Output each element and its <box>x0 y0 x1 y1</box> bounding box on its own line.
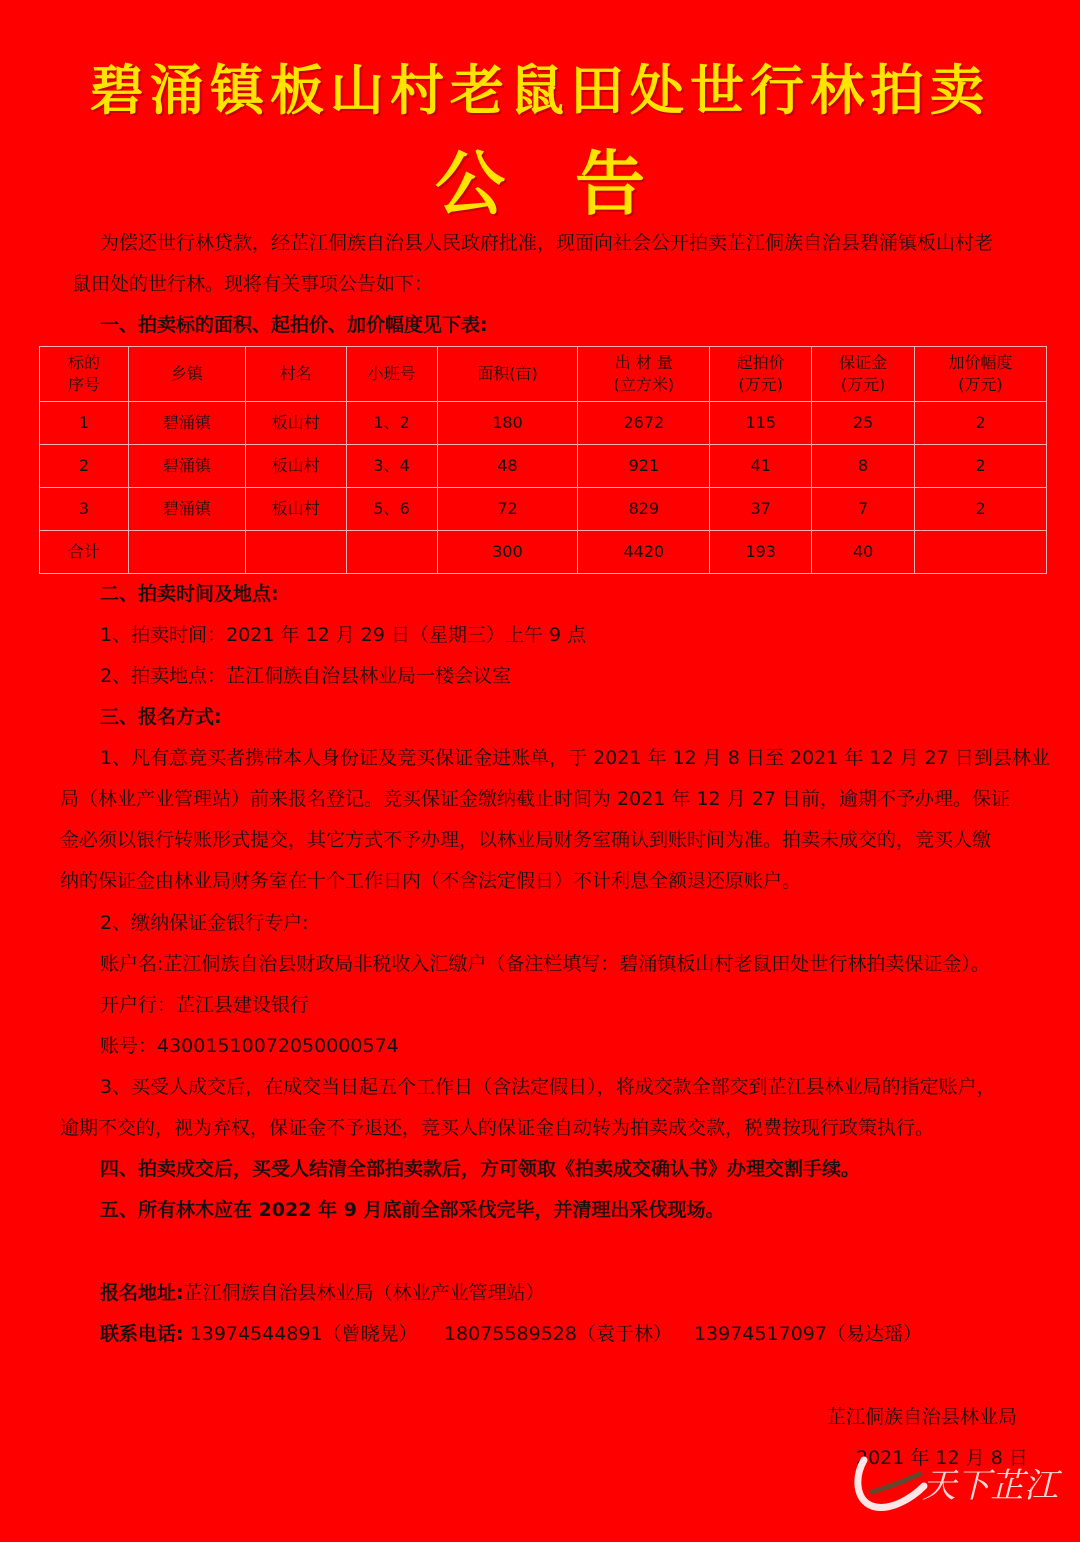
table-cell: 碧涌镇 <box>128 445 245 488</box>
signature-org: 芷江侗族自治县林业局 <box>827 1406 1018 1428</box>
account-number: 账号：43001510072050000574 <box>100 1035 399 1057</box>
auction-table <box>39 346 1047 574</box>
header-cell: 小班号 <box>346 347 437 402</box>
account-name: 账户名:芷江侗族自治县财政局非税收入汇缴户（备注栏填写：碧涌镇板山村老鼠田处世行林拍卖保证金）。 <box>100 953 990 975</box>
intro-line-1: 为偿还世行林贷款，经芷江侗族自治县人民政府批准，现面向社会公开拍卖芷江侗族自治县碧涌镇板山村老 <box>100 232 994 254</box>
table-cell: 2672 <box>578 402 710 445</box>
table-cell: 碧涌镇 <box>128 488 245 531</box>
section3-item3-line2: 逾期不交的，视为弃权，保证金不予退还，竞买人的保证金自动转为拍卖成交款，税费按现行政策执行。 <box>60 1117 935 1139</box>
table-cell: 板山村 <box>245 445 346 488</box>
header-cell: 保证金 (万元) <box>812 347 915 402</box>
table-cell: 2 <box>915 488 1047 531</box>
bank-name: 开户行：芷江县建设银行 <box>100 994 310 1016</box>
section3-item3-line1: 3、买受人成交后，在成交当日起五个工作日（含法定假日），将成交款全部交到芷江县林业局的指定账户， <box>100 1076 996 1098</box>
table-cell: 41 <box>710 445 812 488</box>
table-cell <box>915 531 1047 574</box>
table-cell: 300 <box>437 531 578 574</box>
table-cell <box>128 531 245 574</box>
header-cell: 乡镇 <box>128 347 245 402</box>
table-cell: 8 <box>812 445 915 488</box>
table-cell: 5、6 <box>346 488 437 531</box>
intro-line-2: 鼠田处的世行林。现将有关事项公告如下： <box>72 273 434 295</box>
table-cell: 37 <box>710 488 812 531</box>
header-cell: 村名 <box>245 347 346 402</box>
header-cell: 标的 序号 <box>40 347 129 402</box>
notice-title: 公告 <box>435 143 715 225</box>
contact-phones <box>100 1314 418 1355</box>
section3-item1-line4: 纳的保证金由林业局财务室在十个工作日内（不含法定假日）不计利息全额退还原账户。 <box>60 870 802 892</box>
table-cell <box>346 531 437 574</box>
table-cell: 48 <box>437 445 578 488</box>
table-cell: 1、2 <box>346 402 437 445</box>
address-value: 芷江侗族自治县林业局（林业产业管理站） <box>183 1282 545 1304</box>
table-cell: 2 <box>915 402 1047 445</box>
auction-time: 1、拍卖时间：2021 年 12 月 29 日（星期三）上午 9 点 <box>100 624 587 646</box>
section2-heading: 二、拍卖时间及地点: <box>100 583 279 605</box>
table-cell: 921 <box>578 445 710 488</box>
table-row <box>40 445 1047 488</box>
section3-item2: 2、缴纳保证金银行专户: <box>100 912 309 934</box>
table-cell: 1 <box>40 402 129 445</box>
header-cell: 加价幅度 (万元) <box>915 347 1047 402</box>
watermark-text: 天下芷江 <box>922 1466 1058 1506</box>
section1-heading: 一、拍卖标的面积、起拍价、加价幅度见下表: <box>100 314 488 336</box>
signature-date: 2021 年 12 月 8 日 <box>856 1447 1028 1469</box>
section3-item1-line3: 金必须以银行转账形式提交，其它方式不予办理，以林业局财务室确认到账时间为准。拍卖未成交的，竞买人缴 <box>60 829 992 851</box>
table-cell: 180 <box>437 402 578 445</box>
table-row <box>40 402 1047 445</box>
section5-text: 五、所有林木应在 2022 年 9 月底前全部采伐完毕，并清理出采伐现场。 <box>100 1199 725 1221</box>
header-cell: 出 材 量 (立方米) <box>578 347 710 402</box>
table-cell: 碧涌镇 <box>128 402 245 445</box>
table-cell: 3、4 <box>346 445 437 488</box>
section3-heading: 三、报名方式: <box>100 706 222 728</box>
table-cell: 合计 <box>40 531 129 574</box>
phone-3: 13974517097（易达瑶） <box>694 1323 922 1345</box>
table-cell: 2 <box>915 445 1047 488</box>
section3-item1-line2: 局（林业产业管理站）前来报名登记。竞买保证金缴纳截止时间为 2021 年 12 月 27 日前，逾期不予办理。保证 <box>60 788 1010 810</box>
main-title: 碧涌镇板山村老鼠田处世行林拍卖 <box>90 59 990 122</box>
phone-2: 18075589528（袁于林） <box>444 1323 672 1345</box>
table-cell: 7 <box>812 488 915 531</box>
table-row <box>40 488 1047 531</box>
section3-item1-line1: 1、凡有意竞买者携带本人身份证及竞买保证金进账单，于 2021 年 12 月 8 日至 2021 年 12 月 27 日到县林业 <box>100 747 1050 769</box>
address-label: 报名地址: <box>100 1282 184 1304</box>
table-cell: 板山村 <box>245 488 346 531</box>
table-cell: 72 <box>437 488 578 531</box>
table-total-row <box>40 531 1047 574</box>
table-cell <box>245 531 346 574</box>
table-cell: 829 <box>578 488 710 531</box>
table-cell: 115 <box>710 402 812 445</box>
table-cell: 3 <box>40 488 129 531</box>
table-cell: 193 <box>710 531 812 574</box>
table-header-row <box>40 347 1047 402</box>
phone-label: 联系电话: <box>100 1323 184 1345</box>
table-cell: 板山村 <box>245 402 346 445</box>
phone-1: 13974544891（曾晓晃） <box>189 1323 418 1345</box>
header-cell: 面积(亩) <box>437 347 578 402</box>
contact-address <box>100 1273 545 1314</box>
auction-place: 2、拍卖地点：芷江侗族自治县林业局一楼会议室 <box>100 665 512 687</box>
header-cell: 起拍价 (万元) <box>710 347 812 402</box>
table-cell: 4420 <box>578 531 710 574</box>
table-cell: 2 <box>40 445 129 488</box>
table-cell: 40 <box>812 531 915 574</box>
section4-text: 四、拍卖成交后，买受人结清全部拍卖款后，方可领取《拍卖成交确认书》办理交割手续。 <box>100 1158 861 1180</box>
table-cell: 25 <box>812 402 915 445</box>
watermark-logo <box>850 1448 1070 1518</box>
